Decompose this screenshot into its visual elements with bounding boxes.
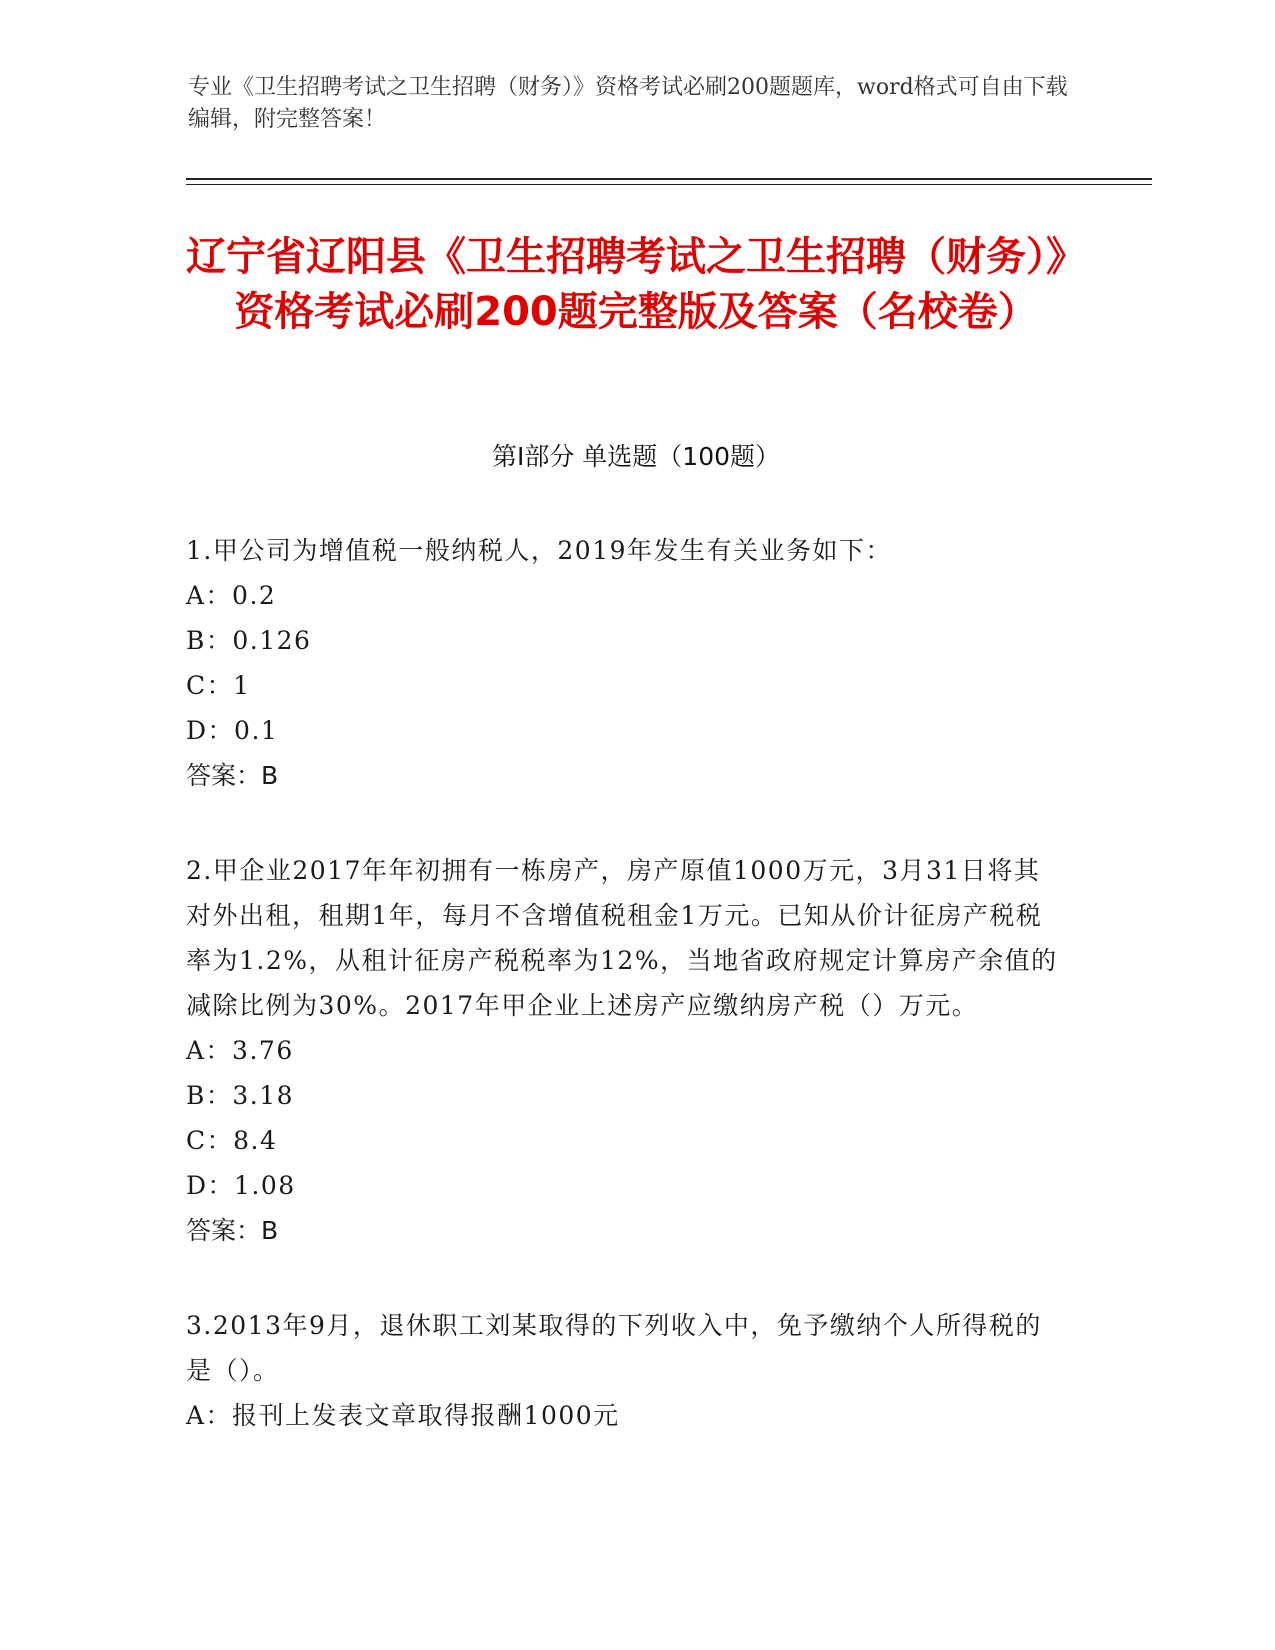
header-divider-thin — [186, 184, 1152, 185]
header-note: 专业《卫生招聘考试之卫生招聘（财务）》资格考试必刷200题题库，word格式可自由下载编辑，附完整答案！ — [188, 75, 1068, 132]
question-stem: 2.甲企业2017年年初拥有一栋房产，房产原值1000万元，3月31日将其对外出租，租期1年，每月不含增值税租金1万元。已知从价计征房产税税率为1.2%，从租计征房产税税率为12%，当地省政府规定计算房产余值的减除比例为30%。2017年甲企业上述房产应缴纳房产税（）万元。 — [186, 856, 1058, 1020]
option-a: A：0.2 — [186, 581, 277, 610]
question-list — [186, 528, 1066, 1488]
option-d: D：0.1 — [186, 716, 279, 745]
question-2 — [186, 848, 1066, 1253]
question-1 — [186, 528, 1066, 798]
option-d: D：1.08 — [186, 1171, 296, 1200]
answer: 答案：B — [186, 761, 279, 790]
option-a: A：报刊上发表文章取得报酬1000元 — [186, 1401, 620, 1430]
section-heading: 第Ⅰ部分 单选题（100题） — [491, 442, 781, 471]
question-stem: 1.甲公司为增值税一般纳税人，2019年发生有关业务如下： — [186, 536, 892, 565]
option-b: B：0.126 — [186, 626, 312, 655]
header-divider-thick — [186, 178, 1152, 180]
option-c: C：8.4 — [186, 1126, 278, 1155]
option-b: B：3.18 — [186, 1081, 295, 1110]
option-c: C：1 — [186, 671, 251, 700]
option-a: A：3.76 — [186, 1036, 294, 1065]
document-title: 辽宁省辽阳县《卫生招聘考试之卫生招聘（财务）》资格考试必刷200题完整版及答案（名校卷） — [186, 234, 1086, 335]
question-3 — [186, 1303, 1066, 1438]
question-stem: 3.2013年9月，退休职工刘某取得的下列收入中，免予缴纳个人所得税的是（）。 — [186, 1311, 1042, 1385]
answer: 答案：B — [186, 1216, 279, 1245]
